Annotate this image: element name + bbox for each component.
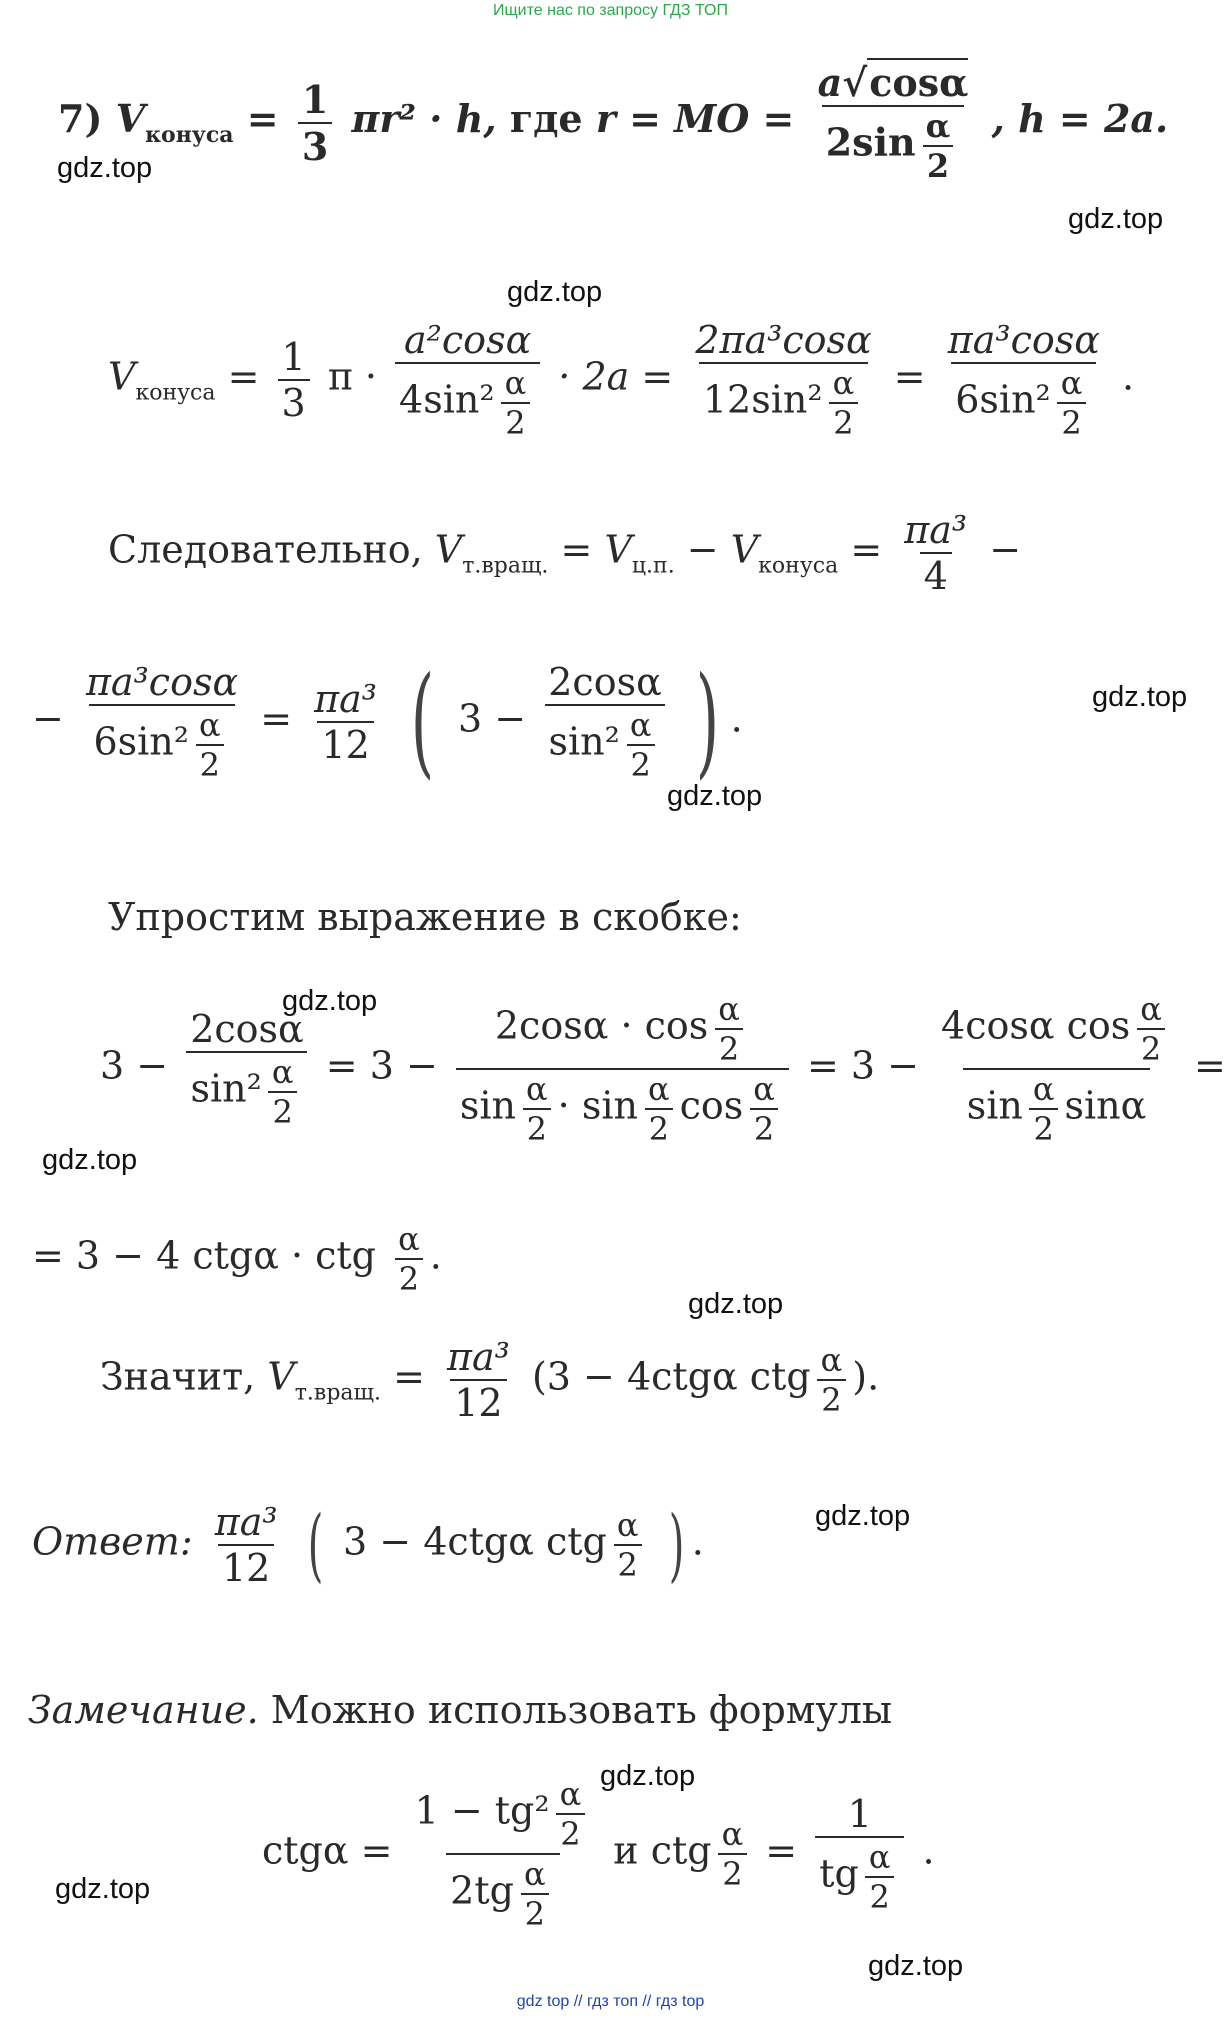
bottom-banner[interactable]: gdz top // гдз топ // гдз top bbox=[516, 1993, 705, 2010]
watermark: gdz.top bbox=[507, 276, 603, 308]
formula-hence: Значит, $V_{т.вращ.}$ = $\frac{\text{πa³}}{12}$ (3 − 4ctgα ctg $\frac{\alpha}{2}$ ). bbox=[100, 1335, 880, 1425]
r-mo: r = MO = bbox=[595, 96, 795, 141]
watermark: gdz.top bbox=[868, 1950, 964, 1982]
formula-simplify: 3 − 2cosα sin² $\frac{\alpha}{2}$ = 3 − 2cosα · cos $\frac{\alpha}{2}$ sin $\frac{\alpha}{2}$ · sin $\frac{\alpha}{2}$ cos $\frac{\alpha}{2}$ = 3 − 4cosα cos $\frac{\alpha}{2}$ sin $\frac{\alpha}{2}$ sinα = bbox=[100, 990, 1226, 1148]
step-label: 7) bbox=[58, 96, 103, 141]
formula-rotation-volume: − πa³cosα 6sin² $\frac{\alpha}{2}$ = $\frac{\text{πa³}}{12}$ ( 3 − 2cosα sin² $\frac{\alpha}{2}$ ) . bbox=[32, 652, 743, 791]
fraction-one-third: $\frac{1}{3}$ bbox=[298, 77, 332, 169]
h-equals: , h = 2a. bbox=[991, 96, 1169, 141]
watermark: gdz.top bbox=[42, 1144, 138, 1176]
remark-label: Замечание. bbox=[28, 1688, 259, 1732]
formula-therefore: Следовательно, $V_{т.вращ.} = V_{ц.п.} - V_{конуса}$ = $\frac{\text{πa³}}{4}$ − bbox=[108, 508, 1022, 598]
pi-r2-h: πr² · h, bbox=[351, 96, 497, 141]
watermark: gdz.top bbox=[282, 985, 378, 1017]
formula-ctg: = 3 − 4 ctgα · ctg $\frac{\alpha}{2}$ . bbox=[32, 1220, 442, 1298]
formula-cone-volume-expanded: $V_{конуса}$ = $\frac{1}{3}$ π · a²cosα 4sin² $\frac{\alpha}{2}$ · 2a = 2πa³cosα 12sin² $\frac{\alpha}{2}$ = πa³cosα 6sin² $\frac{\alpha}{2}$ . bbox=[108, 318, 1135, 442]
watermark: gdz.top bbox=[1068, 203, 1164, 235]
top-banner[interactable]: Ищите нас по запросу ГДЗ ТОП bbox=[493, 2, 728, 19]
answer-label: Ответ: bbox=[32, 1519, 193, 1564]
simplify-text: Упростим выражение в скобке: bbox=[108, 895, 742, 939]
fraction-r: a√cosα 2sin $\frac{\alpha}{2}$ bbox=[817, 60, 969, 185]
cone-subscript: конуса bbox=[145, 122, 234, 148]
watermark: gdz.top bbox=[600, 1760, 696, 1792]
formula-cone-volume bbox=[58, 60, 1168, 185]
equals: = bbox=[246, 96, 279, 141]
watermark: gdz.top bbox=[55, 1873, 151, 1905]
v-symbol: V bbox=[115, 96, 146, 141]
watermark: gdz.top bbox=[667, 780, 763, 812]
watermark: gdz.top bbox=[57, 152, 153, 184]
watermark: gdz.top bbox=[688, 1288, 784, 1320]
watermark: gdz.top bbox=[1092, 681, 1188, 713]
remark: Замечание. Можно использовать формулы bbox=[28, 1688, 893, 1732]
formula-remark: ctgα = 1 − tg² $\frac{\alpha}{2}$ 2tg $\frac{\alpha}{2}$ и ctg $\frac{\alpha}{2}$ = 1 tg $\frac{\alpha}{2}$ . bbox=[262, 1775, 935, 1933]
watermark: gdz.top bbox=[815, 1500, 911, 1532]
answer: Ответ: $\frac{\text{πa³}}{12}$ ( 3 − 4ctgα ctg $\frac{\alpha}{2}$ ) . bbox=[32, 1498, 704, 1591]
where-word: где bbox=[509, 96, 583, 141]
